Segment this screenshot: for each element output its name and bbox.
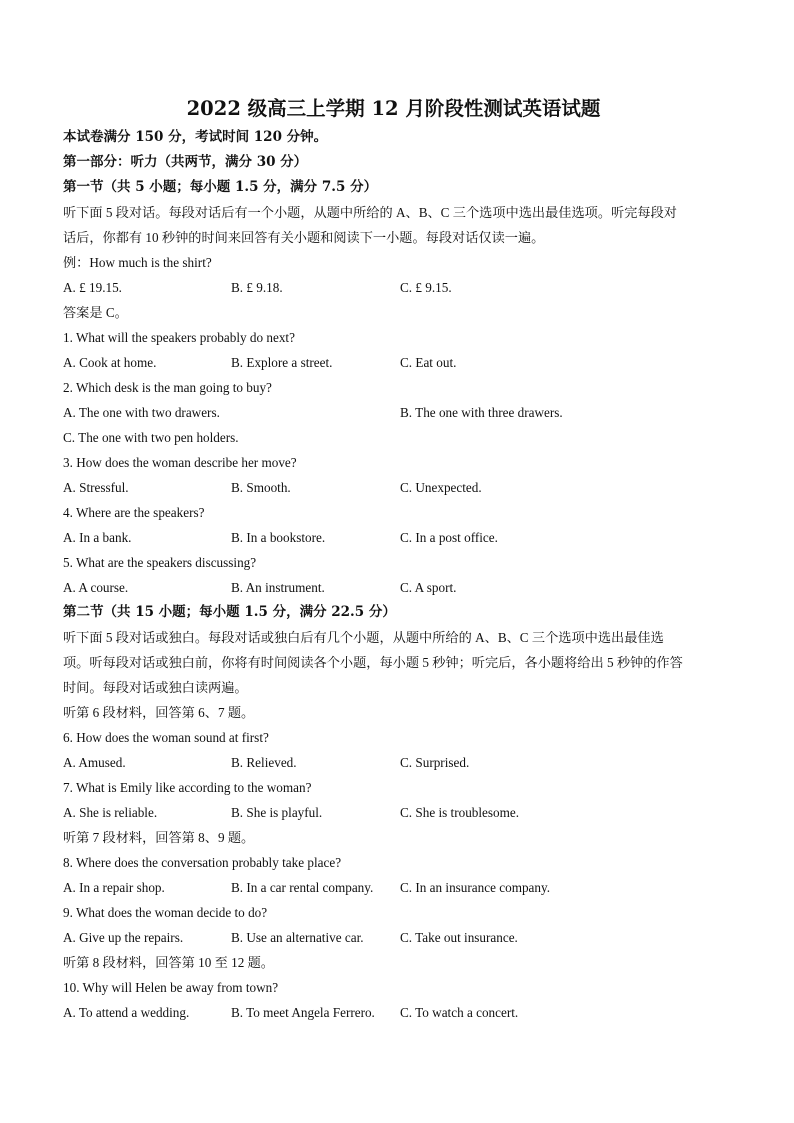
option-b: B. Explore a street. (231, 355, 333, 370)
option-b: B. Use an alternative car. (231, 930, 364, 945)
material-label: 听第 7 段材料，回答第 8、9 题。 (63, 830, 255, 845)
option-a: A. Stressful. (63, 480, 129, 495)
option-b: B. She is playful. (231, 805, 323, 820)
option-c: C. Eat out. (400, 355, 457, 370)
option-c: C. She is troublesome. (400, 805, 520, 820)
question-stem: 5. What are the speakers discussing? (63, 555, 257, 570)
question-options (63, 475, 724, 500)
option-a: A. In a bank. (63, 530, 132, 545)
option-c: C. Unexpected. (400, 480, 482, 495)
option-a: A. The one with two drawers. (63, 405, 220, 420)
option-b: B. To meet Angela Ferrero. (231, 1005, 375, 1020)
question-stem: 1. What will the speakers probably do next? (63, 330, 295, 345)
option-c: C. A sport. (400, 580, 457, 595)
section-heading: 第二节（共 15 小题；每小题 1.5 分，满分 22.5 分） (63, 604, 396, 620)
instruction-line: 听下面 5 段对话。每段对话后有一个小题，从题中所给的 A、B、C 三个选项中选出最佳选项。听完每段对 (63, 205, 677, 220)
instruction-line: 话后，你都有 10 秒钟的时间来回答有关小题和阅读下一小题。每段对话仅读一遍。 (63, 230, 545, 245)
option-b: B. In a car rental company. (231, 880, 374, 895)
option-c: C. £ 9.15. (400, 280, 452, 295)
material-label: 听第 8 段材料，回答第 10 至 12 题。 (63, 955, 274, 970)
option-b: B. £ 9.18. (231, 280, 283, 295)
option-c: C. Take out insurance. (400, 930, 518, 945)
instruction-line: 时间。每段对话或独白读两遍。 (63, 680, 248, 695)
option-b: B. The one with three drawers. (400, 405, 563, 420)
question-stem: 8. Where does the conversation probably take place? (63, 855, 342, 870)
option-a: A. Give up the repairs. (63, 930, 184, 945)
question-stem: 4. Where are the speakers? (63, 505, 205, 520)
option-b: B. Smooth. (231, 480, 291, 495)
option-c: C. Surprised. (400, 755, 470, 770)
question-options (63, 925, 724, 950)
question-stem: 2. Which desk is the man going to buy? (63, 380, 272, 395)
material-label: 听第 6 段材料，回答第 6、7 题。 (63, 705, 255, 720)
option-a: A. £ 19.15. (63, 280, 122, 295)
question-stem: 9. What does the woman decide to do? (63, 905, 268, 920)
section-heading: 第一节（共 5 小题；每小题 1.5 分，满分 7.5 分） (63, 179, 378, 195)
option-b: B. In a bookstore. (231, 530, 326, 545)
question-options (63, 400, 724, 425)
example-question: 例：How much is the shirt? (63, 255, 212, 270)
option-c: C. The one with two pen holders. (63, 430, 239, 445)
option-b: B. An instrument. (231, 580, 325, 595)
option-a: A. Cook at home. (63, 355, 157, 370)
question-stem: 7. What is Emily like according to the woman? (63, 780, 312, 795)
option-b: B. Relieved. (231, 755, 297, 770)
question-options (63, 525, 724, 550)
option-a: A. She is reliable. (63, 805, 158, 820)
instruction-line: 听下面 5 段对话或独白。每段对话或独白后有几个小题，从题中所给的 A、B、C 三个选项中选出最佳选 (63, 630, 664, 645)
option-a: A. In a repair shop. (63, 880, 165, 895)
question-stem: 6. How does the woman sound at first? (63, 730, 269, 745)
question-options (63, 800, 724, 825)
question-options (63, 575, 724, 600)
question-stem: 3. How does the woman describe her move? (63, 455, 297, 470)
option-a: A. A course. (63, 580, 129, 595)
question-options (63, 875, 724, 900)
page-title: 2022 级高三上学期 12 月阶段性测试英语试题 (186, 97, 601, 120)
exam-intro: 本试卷满分 150 分，考试时间 120 分钟。 (63, 129, 328, 145)
option-a: A. Amused. (63, 755, 126, 770)
question-stem: 10. Why will Helen be away from town? (63, 980, 279, 995)
option-c: C. In an insurance company. (400, 880, 551, 895)
option-c: C. To watch a concert. (400, 1005, 519, 1020)
part-heading: 第一部分：听力（共两节，满分 30 分） (63, 154, 308, 170)
question-options (63, 750, 724, 775)
example-answer: 答案是 C。 (63, 305, 128, 320)
question-options (63, 1000, 724, 1025)
instruction-line: 项。听每段对话或独白前，你将有时间阅读各个小题，每小题 5 秒钟；听完后，各小题将给出 5 秒钟的作答 (63, 655, 683, 670)
example-options (63, 275, 724, 300)
question-options (63, 350, 724, 375)
option-c: C. In a post office. (400, 530, 498, 545)
option-a: A. To attend a wedding. (63, 1005, 190, 1020)
